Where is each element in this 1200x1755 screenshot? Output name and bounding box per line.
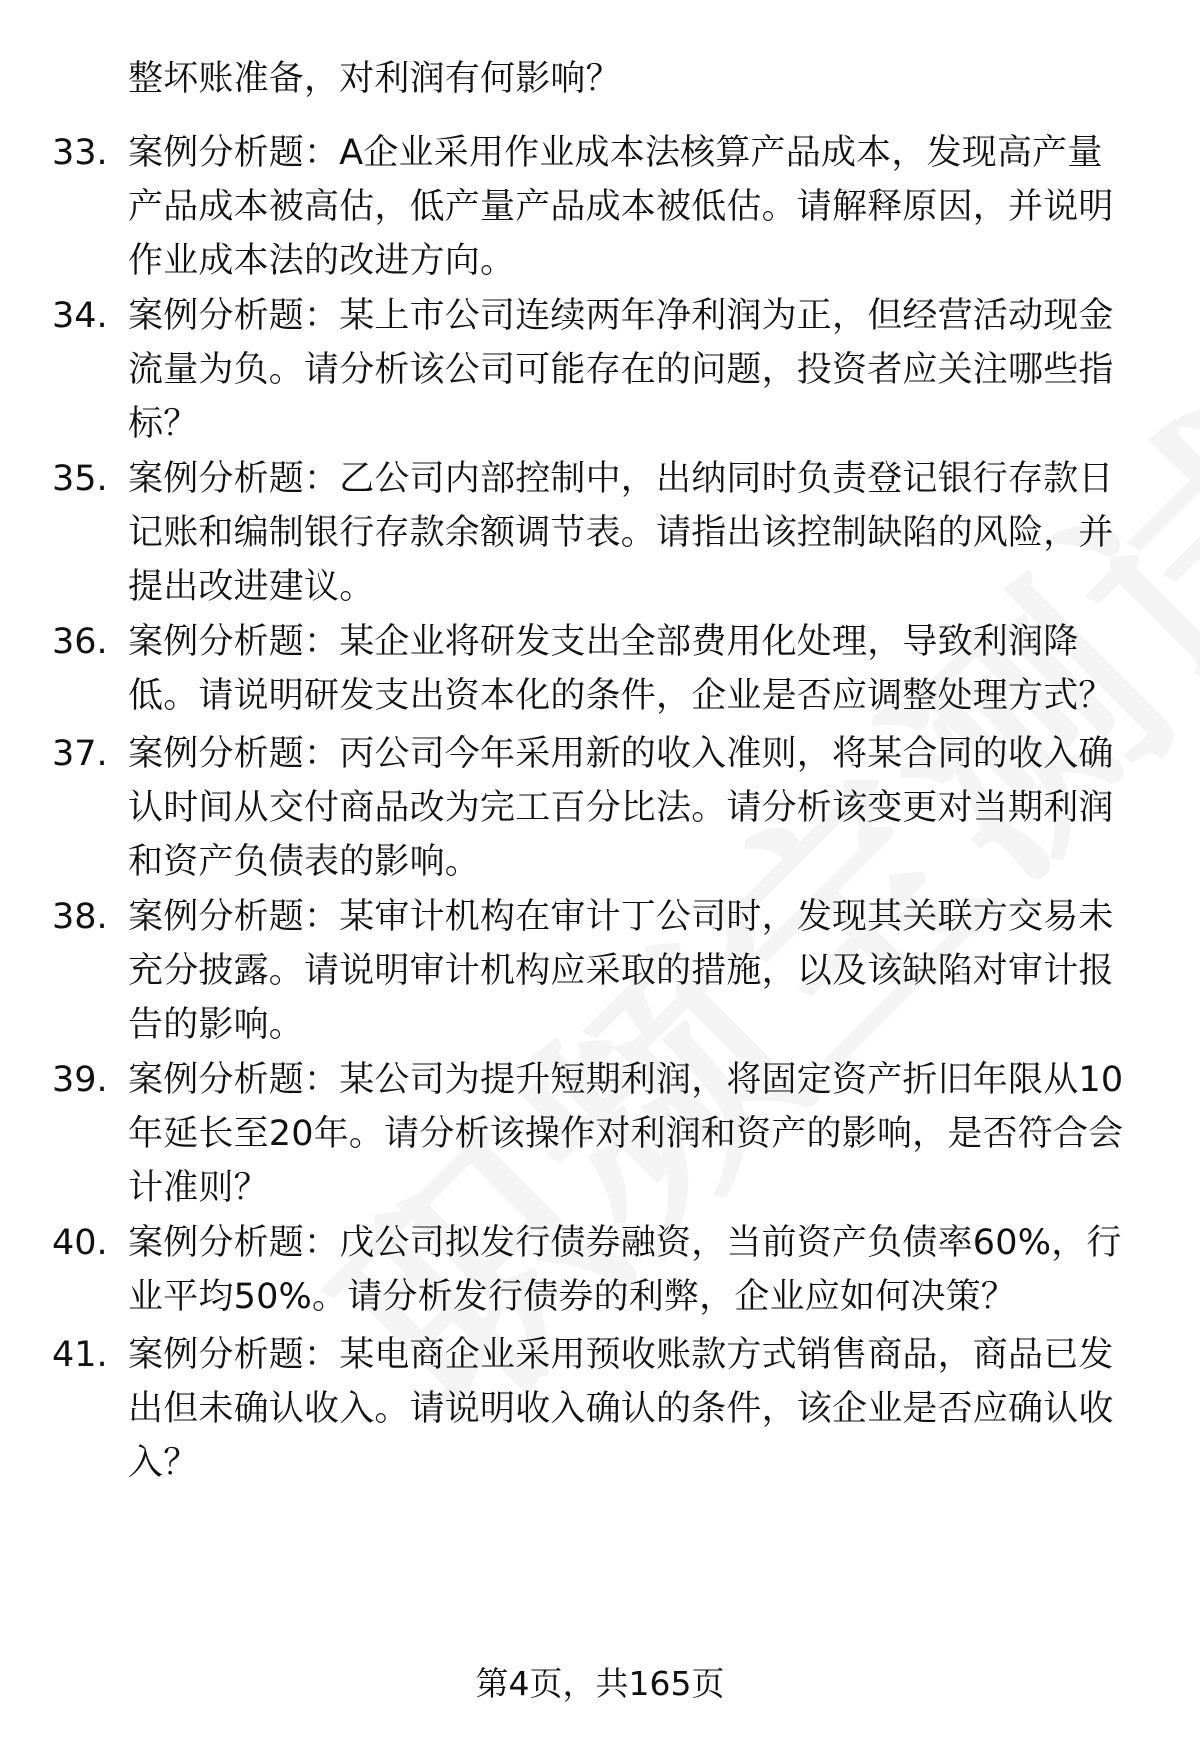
question-number: 34. [52, 296, 108, 336]
question-text: 整坏账准备，对利润有何影响？ [128, 59, 621, 99]
question-number: 35. [52, 459, 108, 499]
page-footer: 第4页，共165页 [475, 1664, 725, 1703]
question-number: 39. [52, 1060, 108, 1100]
question-number: 40. [52, 1223, 108, 1263]
question-number: 41. [52, 1335, 108, 1375]
question-text: 案例分析题：某审计机构在审计丁公司时，发现其关联方交易未 充分披露。请说明审计机构应采取的措施，以及该缺陷对审计报 告的影响。 [128, 897, 1114, 1045]
question-number: 36. [52, 622, 108, 662]
question-text: 案例分析题：丙公司今年采用新的收入准则，将某合同的收入确 认时间从交付商品改为完工百分比法。请分析该变更对当期利润 和资产负债表的影响。 [128, 734, 1114, 882]
question-number: 33. [52, 133, 108, 173]
question-text: 案例分析题：A企业采用作业成本法核算产品成本，发现高产量 产品成本被高估，低产量产品成本被低估。请解释原因，并说明 作业成本法的改进方向。 [128, 133, 1114, 281]
question-text: 案例分析题：戊公司拟发行债券融资，当前资产负债率60%，行 业平均50%。请分析发行债券的利弊，企业应如何决策？ [128, 1223, 1122, 1317]
question-text: 案例分析题：乙公司内部控制中，出纳同时负责登记银行存款日 记账和编制银行存款余额调节表。请指出该控制缺陷的风险，并 提出改进建议。 [128, 459, 1114, 607]
question-text: 案例分析题：某上市公司连续两年净利润为正，但经营活动现金 流量为负。请分析该公司可能存在的问题，投资者应关注哪些指 标？ [128, 296, 1114, 444]
question-text: 案例分析题：某公司为提升短期利润，将固定资产折旧年限从10 年延长至20年。请分析该操作对利润和资产的影响，是否符合会 计准则？ [128, 1060, 1124, 1208]
question-text: 案例分析题：某电商企业采用预收账款方式销售商品，商品已发 出但未确认收入。请说明收入确认的条件，该企业是否应确认收 入？ [128, 1335, 1114, 1483]
question-text: 案例分析题：某企业将研发支出全部费用化处理，导致利润降 低。请说明研发支出资本化的条件，企业是否应调整处理方式？ [128, 622, 1114, 716]
question-number: 38. [52, 897, 108, 937]
question-number: 37. [52, 734, 108, 774]
